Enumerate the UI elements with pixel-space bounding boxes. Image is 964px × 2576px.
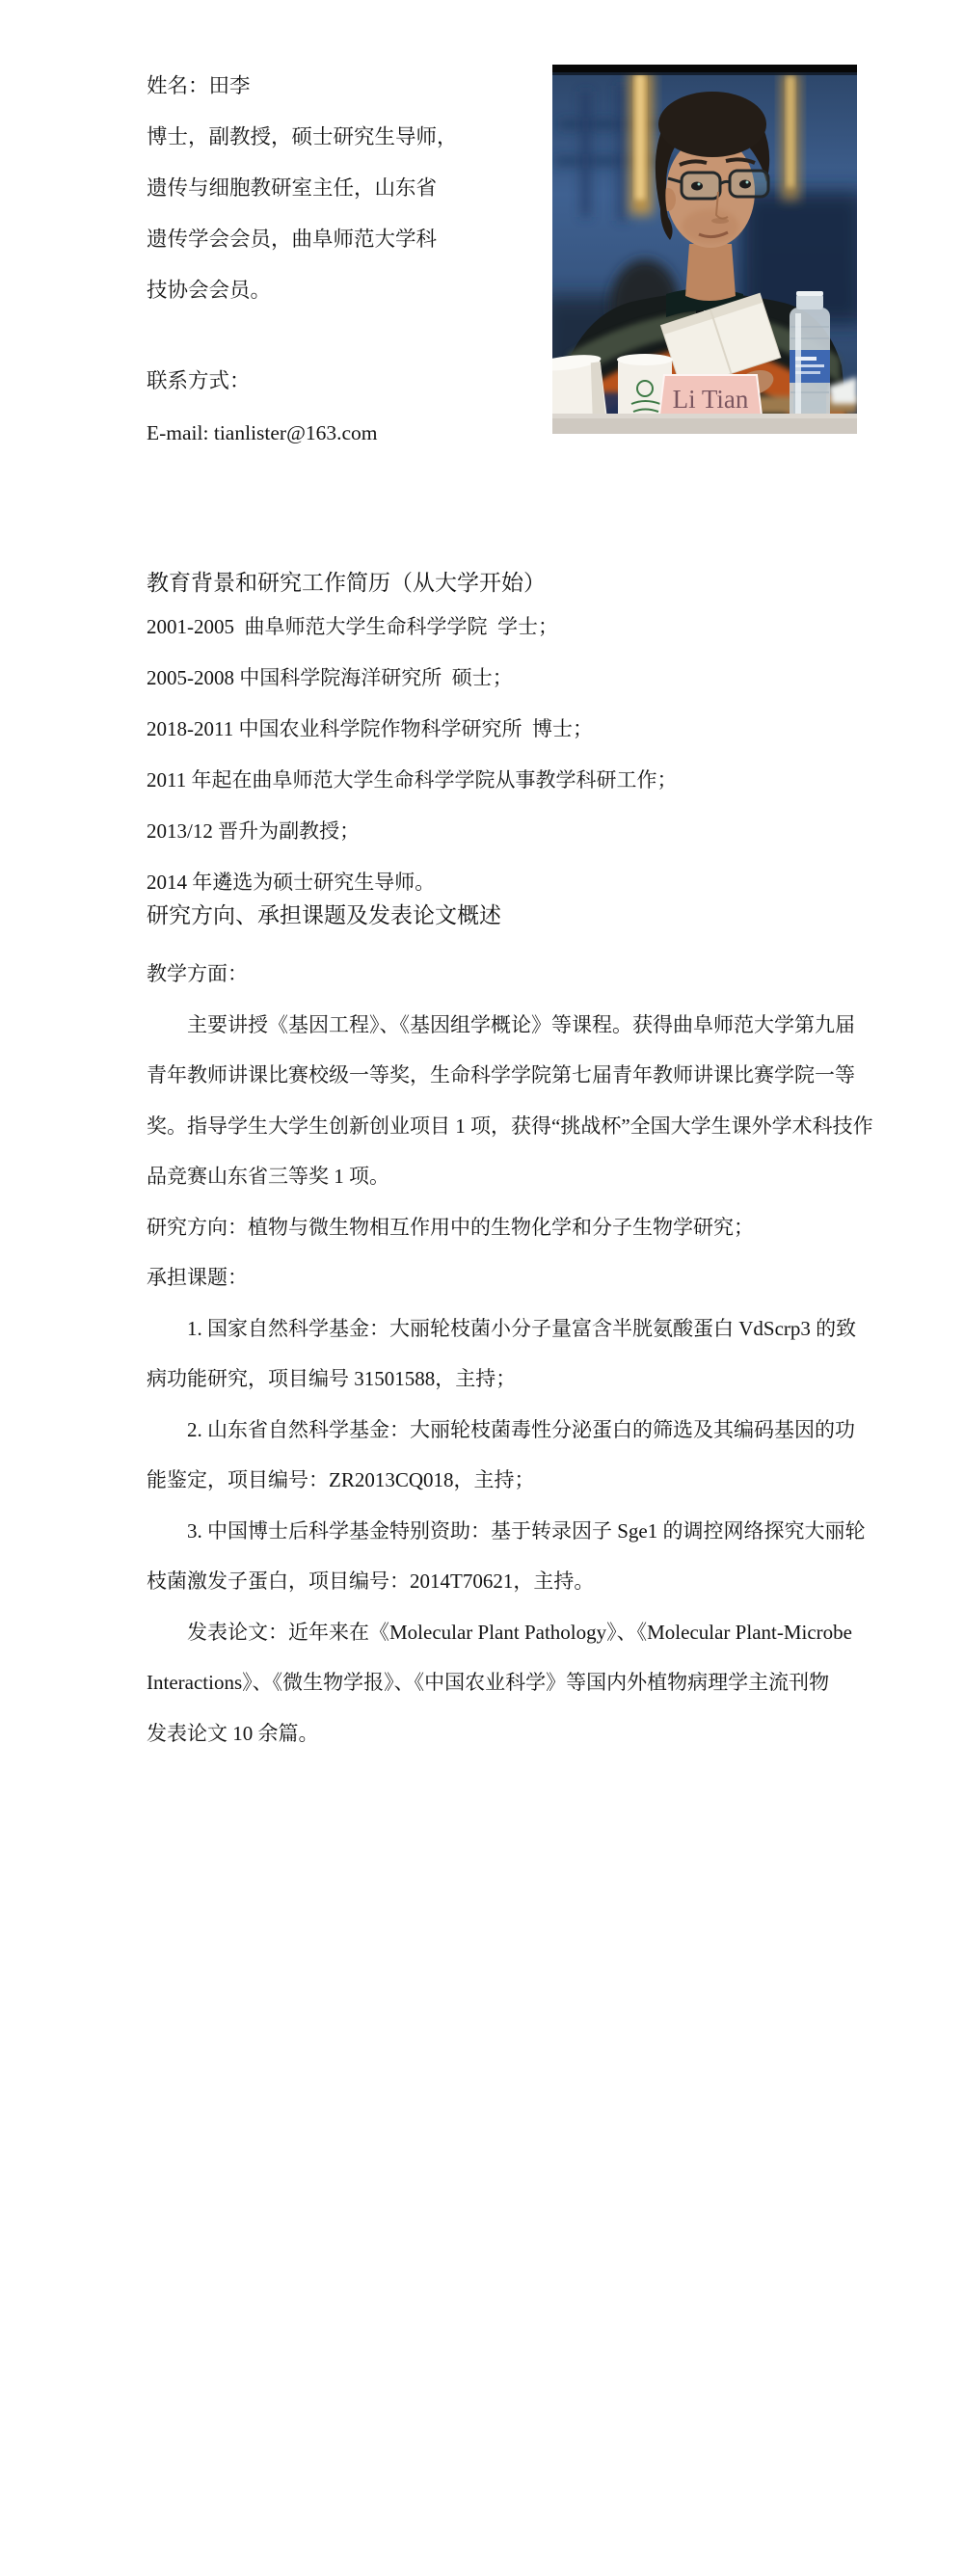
text-line: 发表论文：近年来在《Molecular Plant Pathology》、《Molecular Plant-Microbe: [147, 1620, 852, 1644]
text-line: 病功能研究，项目编号 31501588，主持；: [147, 1367, 517, 1390]
text-line: 品竞赛山东省三等奖 1 项。: [147, 1165, 389, 1188]
text-line: 姓名：田李: [147, 74, 251, 97]
text-line: 1. 国家自然科学基金：大丽轮枝菌小分子量富含半胱氨酸蛋白 VdScrp3 的致: [147, 1316, 857, 1340]
text-line: 研究方向：植物与微生物相互作用中的生物化学和分子生物学研究；: [147, 1215, 754, 1239]
photo-nose-shadow: [711, 218, 729, 224]
text-line: 遗传与细胞教研室主任，山东省: [147, 176, 438, 200]
education-heading: 教育背景和研究工作简历（从大学开始）: [147, 571, 546, 595]
research-section-heading: 研究方向、承担课题及发表论文概述: [147, 903, 501, 927]
email-text: E-mail: tianlister@163.com: [147, 421, 378, 444]
photo-hair-top: [658, 92, 766, 157]
text-line: 2014 年遴选为硕士研究生导师。: [147, 871, 436, 894]
text-line: 3. 中国博士后科学基金特别资助：基于转录因子 Sge1 的调控网络探究大丽轮: [147, 1518, 866, 1543]
text-line: 2. 山东省自然科学基金：大丽轮枝菌毒性分泌蛋白的筛选及其编码基因的功: [147, 1417, 855, 1441]
text-line: 遗传学会会员，曲阜师范大学科: [147, 228, 438, 251]
text-line: 2001-2005 曲阜师范大学生命科学学院 学士；: [147, 615, 558, 638]
text-line: 2011 年起在曲阜师范大学生命科学学院从事教学科研工作；: [147, 768, 678, 792]
text-line: 枝菌激发子蛋白，项目编号：2014T70621，主持。: [147, 1570, 595, 1593]
photo-top-bar-shadow: [552, 72, 857, 75]
text-line: 青年教师讲课比赛校级一等奖，生命科学学院第七届青年教师讲课比赛学院一等: [147, 1063, 855, 1087]
text-line: 2013/12 晋升为副教授；: [147, 819, 361, 843]
photo-eye-glint2: [746, 181, 749, 184]
photo-water-bottle: [790, 291, 830, 433]
profile-photo-illustration: [552, 65, 857, 434]
photo-eye-left: [739, 180, 751, 189]
photo-eye-glint: [698, 183, 701, 186]
research-body: [147, 949, 908, 1758]
text-line: 发表论文 10 余篇。: [147, 1721, 319, 1745]
education-entries: [147, 602, 908, 908]
text-line: 技协会会员。: [147, 279, 272, 302]
text-line: 博士，副教授，硕士研究生导师，: [147, 125, 458, 148]
text-line: 教学方面：: [147, 962, 248, 985]
text-line: 2018-2011 中国农业科学院作物科学研究所 博士；: [147, 717, 593, 740]
intro-text-block: [147, 61, 561, 316]
text-line: 2005-2008 中国科学院海洋研究所 硕士；: [147, 666, 513, 689]
text-line: 能鉴定，项目编号：ZR2013CQ018，主持；: [147, 1468, 535, 1491]
text-line: 奖。指导学生大学生创新创业项目 1 项，获得“挑战杯”全国大学生课外学术科技作: [147, 1114, 873, 1138]
photo-top-bar: [552, 65, 857, 72]
text-line: 承担课题：: [147, 1266, 248, 1289]
profile-photo: [552, 65, 857, 434]
photo-table-highlight: [552, 414, 857, 418]
contact-heading: 联系方式：: [147, 369, 251, 392]
text-line: Interactions》、《微生物学报》、《中国农业科学》等国内外植物病理学主流刊物: [147, 1671, 830, 1694]
photo-eye-right: [691, 182, 703, 191]
photo-name-tag-text: Li Tian: [672, 385, 749, 414]
photo-jaw-shading: [682, 209, 739, 244]
photo-neck: [685, 244, 736, 301]
text-line: 主要讲授《基因工程》、《基因组学概论》等课程。获得曲阜师范大学第九届: [147, 1012, 855, 1036]
